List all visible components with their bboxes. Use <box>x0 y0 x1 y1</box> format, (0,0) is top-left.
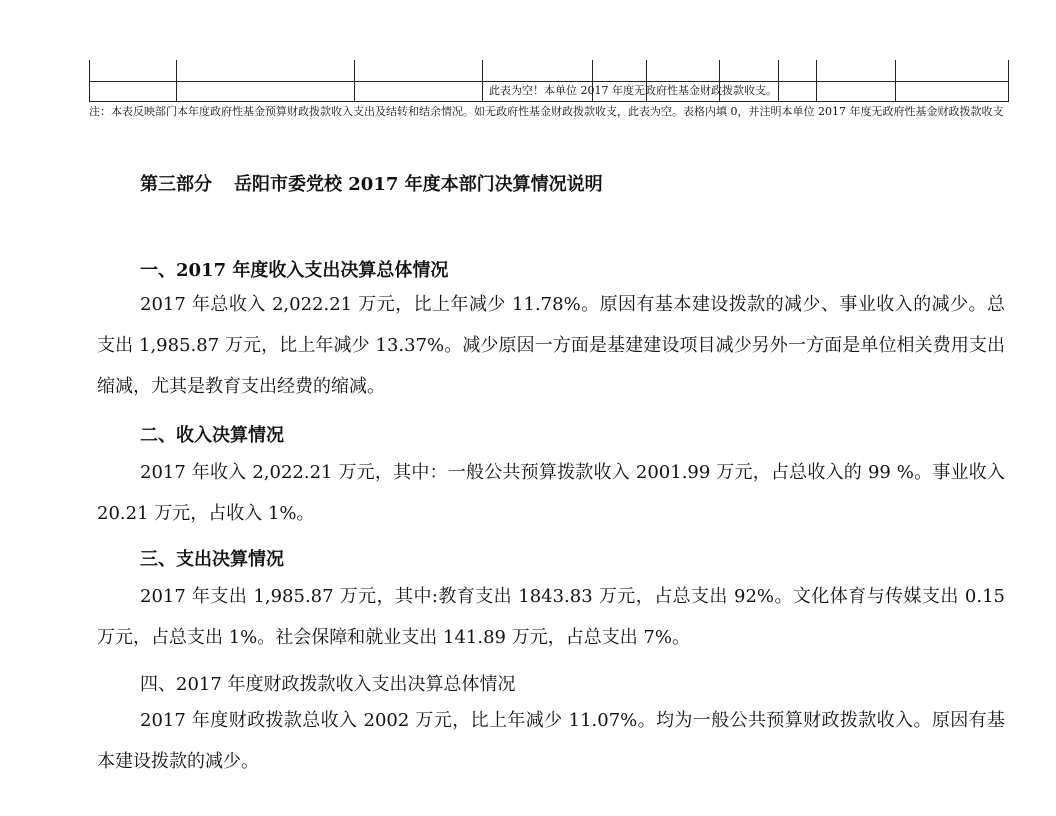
paragraph-expenditure: 2017 年支出 1,985.87 万元，其中:教育支出 1843.83 万元，占总支出 92%。文化体育与传媒支出 0.15 万元，占总支出 1%。社会保障和就业支出 141.89 万元，占总支出 7%。 <box>97 586 1005 648</box>
heading-overall: 一、2017 年度收入支出决算总体情况 <box>140 260 449 281</box>
table-cell <box>647 60 720 82</box>
heading-fiscal: 四、2017 年度财政拨款收入支出决算总体情况 <box>140 674 516 695</box>
table-cell <box>177 60 355 82</box>
table-cell <box>355 60 483 82</box>
section-title <box>140 170 603 196</box>
paragraph-fiscal: 2017 年度财政拨款总收入 2002 万元，比上年减少 11.07%。均为一般公共预算财政拨款收入。原因有基本建设拨款的减少。 <box>97 710 1005 772</box>
table-cell <box>896 82 1009 102</box>
table-cell <box>483 82 777 102</box>
table-cell <box>177 82 355 102</box>
table-cell <box>817 82 896 102</box>
table-cell <box>483 60 593 82</box>
budget-table-fragment <box>89 60 1009 102</box>
table-cell <box>90 82 177 102</box>
table-cell <box>779 60 817 82</box>
table-cell <box>779 82 817 102</box>
table-cell <box>355 82 483 102</box>
table-cell <box>720 60 779 82</box>
table-row <box>90 60 1009 82</box>
heading-expenditure: 三、支出决算情况 <box>140 549 284 570</box>
heading-income: 二、收入决算情况 <box>140 425 284 446</box>
table-cell <box>90 60 177 82</box>
table-cell <box>817 60 896 82</box>
table-footnote: 注：本表反映部门本年度政府性基金预算财政拨款收入支出及结转和结余情况。如无政府性基金财政拨款收支，此表为空。表格内填 0，并注明本单位 2017 年度无政府性基金财政拨款收支 <box>89 105 1004 118</box>
table-cell <box>896 60 1009 82</box>
paragraph-income: 2017 年收入 2,022.21 万元，其中：一般公共预算拨款收入 2001.99 万元，占总收入的 99 %。事业收入 20.21 万元，占收入 1%。 <box>97 462 1005 524</box>
table-cell <box>593 60 647 82</box>
paragraph-overall: 2017 年总收入 2,022.21 万元，比上年减少 11.78%。原因有基本建设拨款的减少、事业收入的减少。总支出 1,985.87 万元，比上年减少 13.37%。减少原因一方面是基建建设项目减少另外一方面是单位相关费用支出缩减，尤其是教育支出经费的缩减。 <box>97 294 1005 397</box>
section-title-text: 岳阳市委党校 2017 年度本部门决算情况说明 <box>234 174 603 195</box>
section-part-label: 第三部分 <box>140 174 212 195</box>
table-row <box>90 82 1009 102</box>
empty-table-note: 此表为空！本单位 2017 年度无政府性基金财政拨款收支。 <box>489 84 777 97</box>
